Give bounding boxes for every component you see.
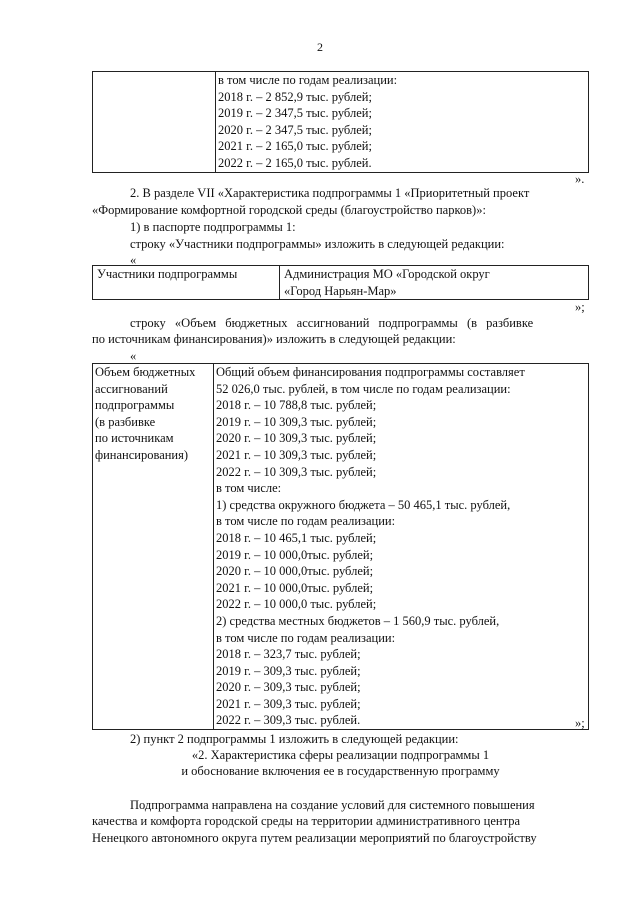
section2-sub1: 1) в паспорте подпрограммы 1: [130, 220, 296, 234]
budget-value-line: 2019 г. – 10 000,0тыс. рублей; [216, 547, 374, 562]
close-quote: »; [575, 300, 585, 314]
item2-heading1: «2. Характеристика сферы реализации подпрограммы 1 [191, 748, 490, 762]
item2-heading2: и обоснование включения ее в государственную программу [181, 764, 500, 778]
budget-label-line: по источникам [95, 431, 174, 446]
item2-line1: 2) пункт 2 подпрограммы 1 изложить в следующей редакции: [130, 732, 459, 746]
budget-label-line: (в разбивке [95, 414, 156, 429]
table1-line: 2018 г. – 2 852,9 тыс. рублей; [218, 89, 372, 104]
budget-value-line: 2021 г. – 309,3 тыс. рублей; [216, 696, 361, 711]
participants-table [92, 265, 589, 300]
budget-value-line: 1) средства окружного бюджета – 50 465,1 тыс. рублей, [216, 497, 511, 512]
open-quote: « [130, 253, 137, 267]
section2-line2: «Формирование комфортной городской среды (благоустройство парков)»: [92, 203, 486, 217]
participants-value-line: «Город Нарьян-Мар» [284, 283, 397, 298]
budget-value-line: 2020 г. – 10 309,3 тыс. рублей; [216, 431, 377, 446]
table1-line: 2019 г. – 2 347,5 тыс. рублей; [218, 106, 372, 121]
budget-label-cell [93, 364, 214, 730]
participants-label: Участники подпрограммы [97, 267, 238, 281]
budget-value-line: 2022 г. – 10 309,3 тыс. рублей; [216, 464, 377, 479]
budget-allocations-table [92, 363, 589, 730]
table1-line: 2021 г. – 2 165,0 тыс. рублей; [218, 139, 372, 154]
page-number: 2 [317, 40, 323, 54]
budget-para-line2: по источникам финансирования)» изложить в следующей редакции: [92, 332, 456, 346]
final-para-line1: Подпрограмма направлена на создание условий для системного повышения [130, 798, 535, 812]
budget-value-line: 2020 г. – 10 000,0тыс. рублей; [216, 564, 374, 579]
budget-para-line1: строку «Объем бюджетных ассигнований подпрограммы (в разбивке [130, 316, 534, 330]
budget-value-line: 2018 г. – 10 788,8 тыс. рублей; [216, 398, 377, 413]
budget-label-line: ассигнований [95, 381, 168, 396]
section2-sub2: строку «Участники подпрограммы» изложить в следующей редакции: [130, 237, 505, 251]
budget-value-line: 2018 г. – 323,7 тыс. рублей; [216, 647, 361, 662]
budget-label-line: подпрограммы [95, 398, 175, 413]
table1-line: 2022 г. – 2 165,0 тыс. рублей. [218, 155, 372, 170]
participants-value-line: Администрация МО «Городской округ [284, 267, 490, 281]
budget-value-line: 2019 г. – 10 309,3 тыс. рублей; [216, 414, 377, 429]
budget-value-line: 2021 г. – 10 309,3 тыс. рублей; [216, 447, 377, 462]
table1-line: в том числе по годам реализации: [218, 73, 398, 87]
budget-value-line: 2018 г. – 10 465,1 тыс. рублей; [216, 530, 377, 545]
budget-value-line: 2022 г. – 10 000,0 тыс. рублей; [216, 597, 377, 612]
budget-label-line: Объем бюджетных [95, 365, 196, 379]
final-para-line3: Ненецкого автономного округа путем реализации мероприятий по благоустройству [92, 831, 537, 845]
budget-value-line: 2022 г. – 309,3 тыс. рублей. [216, 713, 361, 728]
budget-label-line: финансирования) [95, 447, 189, 462]
table1-line: 2020 г. – 2 347,5 тыс. рублей; [218, 122, 372, 137]
budget-value-line: Общий объем финансирования подпрограммы составляет [216, 365, 525, 379]
budget-value-cell [214, 364, 589, 730]
close-quote: ». [575, 172, 585, 186]
budget-value-line: 2) средства местных бюджетов – 1 560,9 тыс. рублей, [216, 613, 500, 628]
participants-label-cell [93, 266, 280, 300]
budget-value-line: 2021 г. – 10 000,0тыс. рублей; [216, 580, 374, 595]
funding-years-table [92, 71, 589, 173]
close-quote: »; [575, 716, 585, 730]
final-para-line2: качества и комфорта городской среды на территории административного центра [92, 814, 520, 828]
budget-value-line: 2020 г. – 309,3 тыс. рублей; [216, 680, 361, 695]
budget-value-line: в том числе: [216, 481, 282, 496]
open-quote: « [130, 349, 137, 363]
funding-years-cell [216, 72, 589, 173]
budget-value-line: в том числе по годам реализации: [216, 630, 396, 645]
participants-value-cell [280, 266, 589, 300]
budget-value-line: 52 026,0 тыс. рублей, в том числе по годам реализации: [216, 381, 511, 396]
budget-value-line: 2019 г. – 309,3 тыс. рублей; [216, 663, 361, 678]
section2-line1: 2. В разделе VII «Характеристика подпрограммы 1 «Приоритетный проект [130, 186, 530, 200]
budget-value-line: в том числе по годам реализации: [216, 514, 396, 529]
empty-label-cell [93, 72, 216, 173]
